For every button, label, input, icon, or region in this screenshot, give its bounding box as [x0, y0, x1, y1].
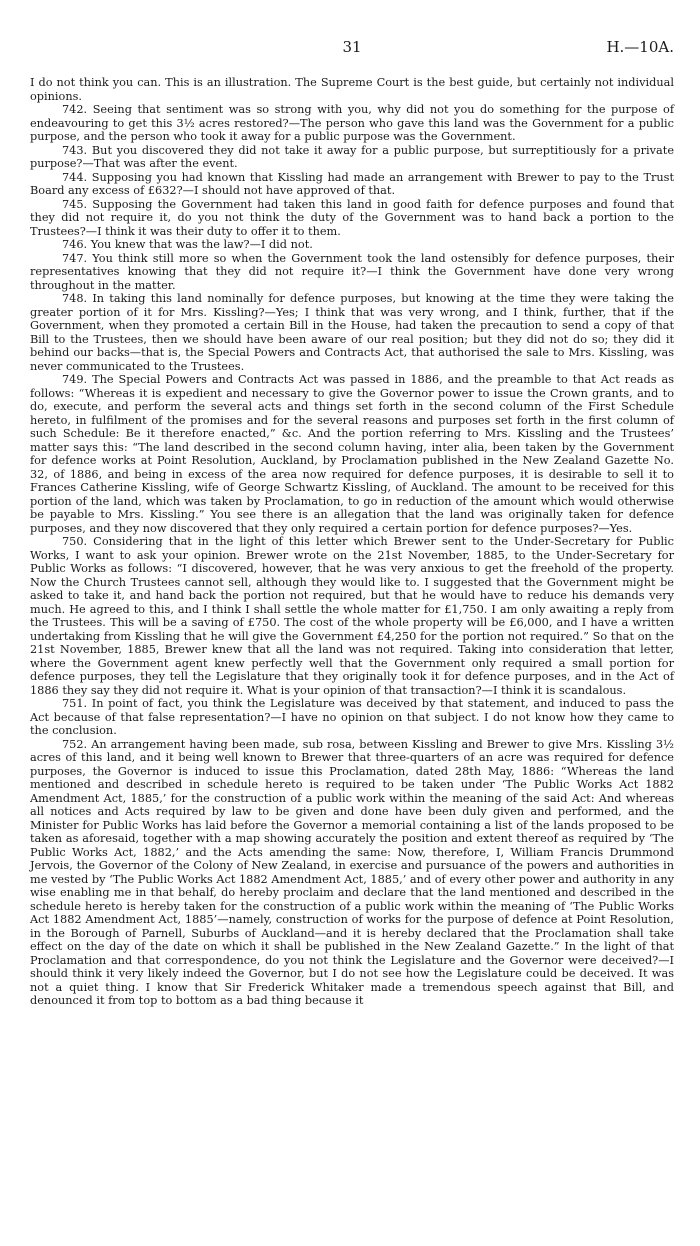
paragraph: 749. The Special Powers and Contracts Act was passed in 1886, and the preamble to that Act reads as follows: “Whereas it is expedient and necessary to give the Governor power to issue the Crown grants, and to do, execute, and perform the several acts and things set forth in the second column of the First Schedule hereto, in fulfilment of the promises and for the several reasons and purposes set forth in the first column of such Schedule: Be it therefore enacted,” &c. And the portion referring to Mrs. Kissling and the Trustees’ matter says this: “The land described in the second column having, inter alia, been taken by the Government for defence works at Point Resolution, Auckland, by Proclamation published in the New Zealand Gazette No. 32, of 1886, and being in excess of the area now required for defence purposes, it is desirable to sell it to Frances Catherine Kissling, wife of George Schwartz Kissling, of Auckland. The amount to be received for this portion of the land, which was taken by Proclamation, to go in reduction of the amount which would otherwise be payable to Mrs. Kissling.” You see there is an allegation that the land was originally taken for defence purposes, and they now discovered that they only required a certain portion for defence purposes?—Yes. — [30, 373, 674, 535]
body-text — [30, 76, 674, 1008]
page-header — [30, 38, 674, 62]
page-number: 31 — [342, 38, 362, 56]
paragraph: 746. You knew that was the law?—I did not. — [62, 238, 313, 251]
paragraph: 747. You think still more so when the Government took the land ostensibly for defence purposes, their representatives knowing that they did not require it?—I think the Government have done very wrong throughout in the matter. — [30, 251, 674, 292]
paragraph: 748. In taking this land nominally for defence purposes, but knowing at the time they were taking the greater portion of it for Mrs. Kissling?—Yes; I think that was very wrong, and I think, further, that if the Government, when they promoted a certain Bill in the House, had taken the precaution to send a copy of that Bill to the Trustees, then we should have been aware of our real position; but they did not do so; they did it behind our backs—that is, the Special Powers and Contracts Act, that authorised the sale to Mrs. Kissling, was never communicated to the Trustees. — [30, 292, 674, 373]
paragraph: 742. Seeing that sentiment was so strong with you, why did not you do something for the purpose of endeavouring to get this 3½ acres restored?—The person who gave this land was the Government for a public purpose, and the person who took it away for a public purpose was the Government. — [30, 103, 674, 143]
paragraph: 743. But you discovered they did not take it away for a public purpose, but surreptitiously for a private purpose?—That was after the event. — [30, 143, 674, 170]
paragraph: 744. Supposing you had known that Kissling had made an arrangement with Brewer to pay to the Trust Board any excess of £632?—I should not have approved of that. — [30, 170, 674, 197]
paragraph: 752. An arrangement having been made, sub rosa, between Kissling and Brewer to give Mrs. Kissling 3½ acres of this land, and it being well known to Brewer that three-quarters of an acre was required for defence purposes, the Governor is induced to issue this Proclamation, dated 28th May, 1886: “Whereas the land mentioned and described in schedule hereto is required to be taken under ‘The Public Works Act 1882 Amendment Act, 1885,’ for the construction of a public work within the meaning of the said Act: And whereas all notices and Acts required by law to be given and done have been duly given and performed, and the Minister for Public Works has laid before the Governor a memorial containing a list of the lands proposed to be taken as aforesaid, together with a map showing accurately the position and extent thereof as required by ‘The Public Works Act, 1882,’ and the Acts amending the same: Now, therefore, I, William Francis Drummond Jervois, the Governor of the Colony of New Zealand, in exercise and pursuance of the powers and authorities in me vested by ‘The Public Works Act 1882 Amendment Act, 1885,’ and of every other power and authority in any wise enabling me in that behalf, do hereby proclaim and declare that the land mentioned and described in the schedule hereto is hereby taken for the construction of a public work within the meaning of ‘The Public Works Act 1882 Amendment Act, 1885’—namely, construction of works for the purpose of defence at Point Resolution, in the Borough of Parnell, Suburbs of Auckland—and it is hereby declared that the Proclamation shall take effect on the day of the date on which it shall be published in the New Zealand Gazette.” In the light of that Proclamation and that correspondence, do you not think the Legislature and the Governor were deceived?—I should think it very likely indeed the Governor, but I do not see how the Legislature could be deceived. It was not a quiet thing. I know that Sir Frederick Whitaker made a tremendous speech against that Bill, and denounced it from top to bottom as a bad thing because it — [30, 737, 674, 1007]
paragraph: 750. Considering that in the light of this letter which Brewer sent to the Under-Secretary for Public Works, I want to ask your opinion. Brewer wrote on the 21st November, 1885, to the Under-Secretary for Public Works as follows: “I discovered, however, that he was very anxious to get the freehold of the property. Now the Church Trustees cannot sell, although they would like to. I suggested that the Government might be asked to take it, and hand back the portion not required, but that he would have to reduce his demands very much. He agreed to this, and I think I shall settle the whole matter for £1,750. I am only awaiting a reply from the Trustees. This will be a saving of £750. The cost of the whole property will be £6,000, and I have a written undertaking from Kissling that he will give the Government £4,250 for the portion not required.” So that on the 21st November, 1885, Brewer knew that all the land was not required. Taking into consideration that letter, where the Government agent knew perfectly well that the Government only required a small portion for defence purposes, they tell the Legislature that they originally took it for defence purposes, and in the Act of 1886 they say they did not require it. What is your opinion of that transaction?—I think it is scandalous. — [30, 535, 674, 697]
document-page — [30, 38, 674, 1008]
paragraph: 751. In point of fact, you think the Legislature was deceived by that statement, and induced to pass the Act because of that false representation?—I have no opinion on that subject. I do not know how they came to the conclusion. — [30, 697, 674, 737]
paragraph: 745. Supposing the Government had taken this land in good faith for defence purposes and found that they did not require it, do you not think the duty of the Government was to hand back a portion to the Trustees?—I think it was their duty to offer it to them. — [30, 197, 674, 238]
paragraph: I do not think you can. This is an illustration. The Supreme Court is the best guide, but certainly not individual opinions. — [30, 76, 674, 103]
document-reference: H.—10A. — [606, 38, 674, 56]
